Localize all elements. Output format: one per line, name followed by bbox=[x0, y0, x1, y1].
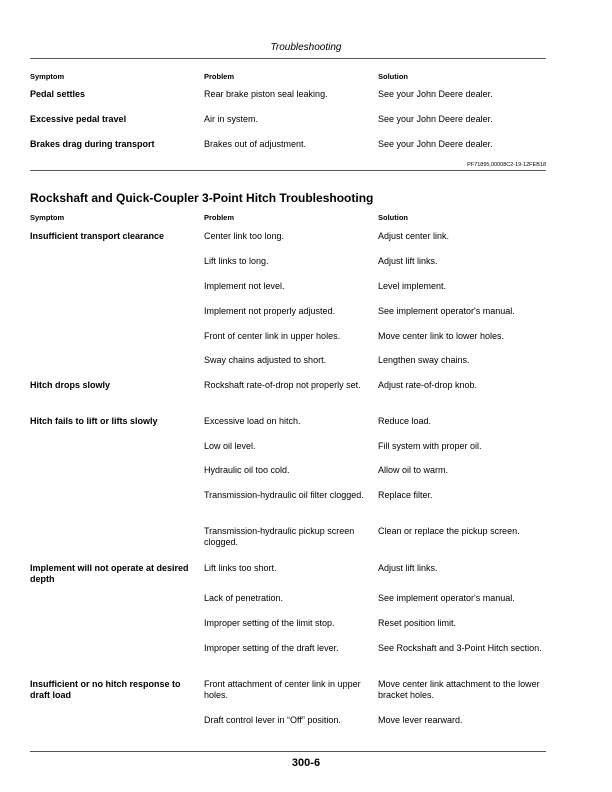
solution-cell: Adjust lift links. bbox=[378, 256, 438, 266]
solution-cell: Allow oil to warm. bbox=[378, 465, 449, 475]
header-rule bbox=[30, 58, 546, 59]
table2-header-solution: Solution bbox=[378, 213, 408, 222]
table2-header-problem: Problem bbox=[204, 213, 235, 222]
solution-cell: Reset position limit. bbox=[378, 618, 457, 628]
section-divider bbox=[30, 170, 546, 171]
problem-cell: Low oil level. bbox=[204, 441, 256, 451]
problem-cell: Improper setting of the limit stop. bbox=[204, 618, 335, 628]
reference-code: PF71895,00008C2-19-12FEB18 bbox=[467, 162, 546, 168]
solution-cell: See your John Deere dealer. bbox=[378, 114, 493, 124]
problem-cell: Implement not level. bbox=[204, 281, 285, 291]
symptom-cell: Brakes drag during transport bbox=[30, 139, 155, 149]
solution-cell: See your John Deere dealer. bbox=[378, 89, 493, 99]
problem-cell: Lift links too short. bbox=[204, 563, 277, 573]
solution-cell: Adjust lift links. bbox=[378, 563, 438, 573]
problem-cell: Rear brake piston seal leaking. bbox=[204, 89, 328, 99]
problem-cell: Front of center link in upper holes. bbox=[204, 331, 341, 341]
problem-cell: Transmission-hydraulic oil filter clogged. bbox=[204, 490, 364, 500]
problem-cell: Rockshaft rate-of-drop not properly set. bbox=[204, 380, 361, 390]
solution-cell: Replace filter. bbox=[378, 490, 433, 500]
problem-cell: Draft control lever in “Off” position. bbox=[204, 715, 341, 725]
solution-cell: Adjust rate-of-drop knob. bbox=[378, 380, 478, 390]
table2-header-symptom: Symptom bbox=[30, 213, 65, 222]
solution-cell: Move center link attachment to the lower bracket holes. bbox=[378, 679, 540, 700]
symptom-cell: Insufficient or no hitch response to draft load bbox=[30, 679, 181, 700]
symptom-cell: Pedal settles bbox=[30, 89, 86, 99]
solution-cell: See your John Deere dealer. bbox=[378, 139, 493, 149]
solution-cell: Fill system with proper oil. bbox=[378, 441, 482, 451]
problem-cell: Implement not properly adjusted. bbox=[204, 306, 336, 316]
solution-cell: Adjust center link. bbox=[378, 231, 450, 241]
symptom-cell: Excessive pedal travel bbox=[30, 114, 127, 124]
solution-cell: See implement operator's manual. bbox=[378, 306, 515, 316]
solution-cell: Reduce load. bbox=[378, 416, 432, 426]
symptom-cell: Insufficient transport clearance bbox=[30, 231, 165, 241]
page-header-title: Troubleshooting bbox=[270, 42, 342, 53]
problem-cell: Center link too long. bbox=[204, 231, 285, 241]
solution-cell: See implement operator's manual. bbox=[378, 593, 515, 603]
problem-cell: Air in system. bbox=[204, 114, 259, 124]
solution-cell: Move center link to lower holes. bbox=[378, 331, 505, 341]
table1-header-problem: Problem bbox=[204, 72, 235, 81]
solution-cell: Clean or replace the pickup screen. bbox=[378, 526, 520, 536]
footer-rule bbox=[30, 751, 546, 752]
symptom-cell: Hitch drops slowly bbox=[30, 380, 111, 390]
problem-cell: Sway chains adjusted to short. bbox=[204, 355, 327, 365]
problem-cell: Improper setting of the draft lever. bbox=[204, 643, 339, 653]
table1-header-solution: Solution bbox=[378, 72, 408, 81]
solution-cell: See Rockshaft and 3-Point Hitch section. bbox=[378, 643, 542, 653]
solution-cell: Lengthen sway chains. bbox=[378, 355, 470, 365]
problem-cell: Front attachment of center link in upper holes. bbox=[204, 679, 361, 700]
problem-cell: Lack of penetration. bbox=[204, 593, 284, 603]
page-number: 300-6 bbox=[291, 757, 321, 769]
symptom-cell: Implement will not operate at desired depth bbox=[30, 563, 189, 584]
solution-cell: Level implement. bbox=[378, 281, 447, 291]
problem-cell: Lift links to long. bbox=[204, 256, 269, 266]
problem-cell: Excessive load on hitch. bbox=[204, 416, 301, 426]
problem-cell: Hydraulic oil too cold. bbox=[204, 465, 290, 475]
table1-header-symptom: Symptom bbox=[30, 72, 65, 81]
solution-cell: Move lever rearward. bbox=[378, 715, 463, 725]
problem-cell: Transmission-hydraulic pickup screen clogged. bbox=[204, 526, 355, 547]
section-title: Rockshaft and Quick-Coupler 3-Point Hitch Troubleshooting bbox=[30, 191, 374, 205]
problem-cell: Brakes out of adjustment. bbox=[204, 139, 307, 149]
symptom-cell: Hitch fails to lift or lifts slowly bbox=[30, 416, 158, 426]
